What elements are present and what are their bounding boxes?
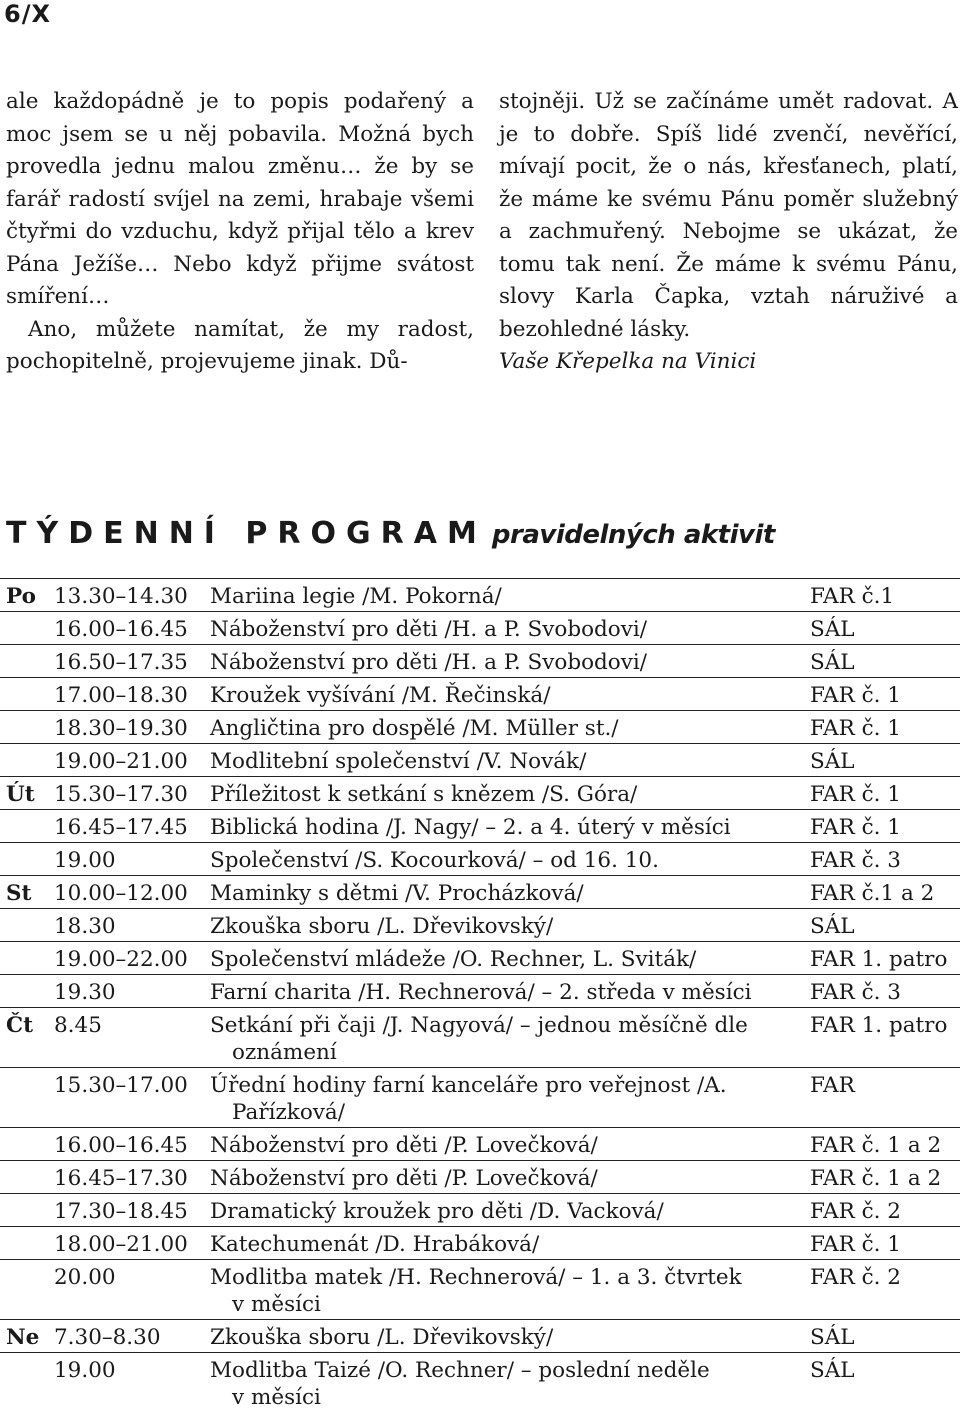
schedule-day: Čt <box>6 1013 34 1038</box>
schedule-activity <box>210 979 795 1006</box>
schedule-time: 16.45–17.30 <box>54 1166 188 1191</box>
program-heading-sub: pravidelných aktivit <box>491 520 775 550</box>
schedule-activity-continuation: v měsíci <box>232 1385 321 1410</box>
schedule-activity <box>210 649 795 676</box>
schedule-activity-text: Modlitba Taizé /O. Rechner/ – poslední neděle <box>210 1358 710 1383</box>
schedule-place: FAR č. 1 a 2 <box>810 1133 942 1158</box>
schedule-row <box>0 776 960 809</box>
schedule-activity-text: Biblická hodina /J. Nagy/ – 2. a 4. úterý v měsíci <box>210 815 731 840</box>
schedule-row <box>0 1319 960 1352</box>
schedule-activity <box>210 1132 795 1159</box>
schedule-row <box>0 611 960 644</box>
schedule-activity <box>210 946 795 973</box>
schedule-activity <box>210 1198 795 1225</box>
schedule-activity-text: Náboženství pro děti /P. Lovečková/ <box>210 1133 598 1158</box>
article-column-left <box>6 86 474 379</box>
schedule-row <box>0 743 960 776</box>
schedule-row <box>0 1007 960 1067</box>
schedule-activity-text: Náboženství pro děti /H. a P. Svobodovi/ <box>210 617 648 642</box>
schedule-place: FAR č. 2 <box>810 1199 901 1224</box>
article-signature: Vaše Křepelka na Vinici <box>499 349 757 374</box>
schedule-time: 19.30 <box>54 980 116 1005</box>
schedule-time: 18.30–19.30 <box>54 716 188 741</box>
schedule-row <box>0 908 960 941</box>
schedule-activity <box>210 1165 795 1192</box>
schedule-row <box>0 1259 960 1319</box>
schedule-time: 19.00 <box>54 848 116 873</box>
schedule-row <box>0 1160 960 1193</box>
schedule-place: FAR č. 1 <box>810 815 901 840</box>
schedule-time: 18.00–21.00 <box>54 1232 188 1257</box>
schedule-activity <box>210 913 795 940</box>
schedule-activity-text: Angličtina pro dospělé /M. Müller st./ <box>210 716 619 741</box>
schedule-place: FAR 1. patro <box>810 947 948 972</box>
schedule-activity-text: Kroužek vyšívání /M. Řečinská/ <box>210 683 551 708</box>
schedule-time: 19.00–22.00 <box>54 947 188 972</box>
schedule-place: FAR č. 1 <box>810 683 901 708</box>
schedule-time: 16.00–16.45 <box>54 1133 188 1158</box>
schedule-activity <box>210 781 795 808</box>
article-paragraph: ale každopádně je to popis podařený a moc jsem se u něj pobavila. Možná bych provedla jednu malou změnu… že by se farář radostí svíjel na zemi, hrabaje všemi čtyřmi do vzduchu, když přijal tělo a krev Pána Ježíše… Nebo když přijme svátost smíření… <box>6 89 474 309</box>
schedule-activity-text: Katechumenát /D. Hrabáková/ <box>210 1232 540 1257</box>
page-number: 6/X <box>4 0 51 28</box>
schedule-time: 8.45 <box>54 1013 102 1038</box>
schedule-row <box>0 1127 960 1160</box>
schedule-place: SÁL <box>810 749 855 774</box>
schedule-activity <box>210 1072 795 1126</box>
schedule-time: 16.45–17.45 <box>54 815 188 840</box>
schedule-time: 16.00–16.45 <box>54 617 188 642</box>
article-column-right <box>499 86 958 379</box>
schedule-place: FAR č. 1 <box>810 782 901 807</box>
article-paragraph: Ano, můžete namítat, že my radost, pochopitelně, projevujeme jinak. Dů- <box>6 316 474 374</box>
schedule-activity-text: Maminky s dětmi /V. Procházková/ <box>210 881 584 906</box>
schedule-row <box>0 644 960 677</box>
schedule-place: SÁL <box>810 1358 855 1383</box>
schedule-activity <box>210 1324 795 1351</box>
schedule-activity-text: Společenství /S. Kocourková/ – od 16. 10. <box>210 848 659 873</box>
article-paragraph: stojněji. Už se začínáme umět radovat. A je to dobře. Spíš lidé zvenčí, nevěřící, mívají pocit, že o nás, křesťanech, platí, že máme ke svému Pánu poměr služebný a zachmuřený. Nebojme se ukázat, že tomu tak není. Že máme k svému Pánu, slovy Karla Čapka, vztah náruživé a bezohledné lásky. <box>499 89 958 342</box>
schedule-activity-continuation: v měsíci <box>232 1292 321 1317</box>
schedule-activity <box>210 1012 795 1066</box>
schedule-activity <box>210 880 795 907</box>
schedule-time: 10.00–12.00 <box>54 881 188 906</box>
schedule-place: FAR č. 3 <box>810 980 901 1005</box>
schedule-activity <box>210 616 795 643</box>
schedule-row <box>0 809 960 842</box>
schedule-time: 7.30–8.30 <box>54 1325 161 1350</box>
schedule-activity <box>210 847 795 874</box>
schedule-time: 13.30–14.30 <box>54 584 188 609</box>
schedule-activity-text: Zkouška sboru /L. Dřevikovský/ <box>210 914 554 939</box>
schedule-row <box>0 677 960 710</box>
schedule-row <box>0 941 960 974</box>
schedule-place: FAR <box>810 1073 855 1098</box>
schedule-time: 15.30–17.30 <box>54 782 188 807</box>
program-heading-main: TÝDENNÍ PROGRAM <box>6 516 487 551</box>
schedule-activity <box>210 715 795 742</box>
schedule-row <box>0 1352 960 1412</box>
schedule-time: 19.00 <box>54 1358 116 1383</box>
schedule-time: 19.00–21.00 <box>54 749 188 774</box>
program-heading <box>6 516 956 551</box>
schedule-place: FAR č.1 <box>810 584 895 609</box>
schedule-activity <box>210 682 795 709</box>
schedule-row <box>0 578 960 611</box>
schedule-time: 16.50–17.35 <box>54 650 188 675</box>
schedule-row <box>0 1193 960 1226</box>
schedule-activity-continuation: Pařízková/ <box>232 1100 345 1125</box>
schedule-place: SÁL <box>810 914 855 939</box>
schedule-activity-text: Farní charita /H. Rechnerová/ – 2. středa v měsíci <box>210 980 752 1005</box>
schedule-activity-text: Modlitba matek /H. Rechnerová/ – 1. a 3. čtvrtek <box>210 1265 742 1290</box>
schedule-place: FAR č. 1 <box>810 1232 901 1257</box>
schedule-place: FAR č. 2 <box>810 1265 901 1290</box>
schedule-place: FAR č. 1 a 2 <box>810 1166 942 1191</box>
schedule-place: FAR 1. patro <box>810 1013 948 1038</box>
schedule-place: SÁL <box>810 650 855 675</box>
schedule-activity <box>210 1357 795 1411</box>
schedule-row <box>0 875 960 908</box>
schedule-day: Út <box>6 782 35 807</box>
schedule-row <box>0 1067 960 1127</box>
schedule-activity-text: Společenství mládeže /O. Rechner, L. Sviták/ <box>210 947 697 972</box>
schedule-place: FAR č.1 a 2 <box>810 881 935 906</box>
schedule-place: FAR č. 1 <box>810 716 901 741</box>
schedule-day: St <box>6 881 32 906</box>
schedule-activity <box>210 1231 795 1258</box>
schedule-time: 17.00–18.30 <box>54 683 188 708</box>
schedule-day: Po <box>6 584 36 609</box>
schedule-activity-text: Mariina legie /M. Pokorná/ <box>210 584 502 609</box>
schedule-activity-continuation: oznámení <box>232 1040 337 1065</box>
schedule-place: SÁL <box>810 617 855 642</box>
schedule-time: 20.00 <box>54 1265 116 1290</box>
schedule-activity <box>210 814 795 841</box>
schedule-time: 15.30–17.00 <box>54 1073 188 1098</box>
schedule-activity-text: Dramatický kroužek pro děti /D. Vacková/ <box>210 1199 664 1224</box>
schedule-time: 17.30–18.45 <box>54 1199 188 1224</box>
schedule-activity-text: Náboženství pro děti /H. a P. Svobodovi/ <box>210 650 648 675</box>
schedule-time: 18.30 <box>54 914 116 939</box>
schedule-place: SÁL <box>810 1325 855 1350</box>
schedule-activity <box>210 748 795 775</box>
schedule-row <box>0 842 960 875</box>
schedule-activity <box>210 1264 795 1318</box>
schedule-day: Ne <box>6 1325 40 1350</box>
schedule-activity <box>210 583 795 610</box>
schedule-activity-text: Náboženství pro děti /P. Lovečková/ <box>210 1166 598 1191</box>
schedule-row <box>0 974 960 1007</box>
schedule-activity-text: Úřední hodiny farní kanceláře pro veřejnost /A. <box>210 1073 727 1098</box>
schedule-activity-text: Zkouška sboru /L. Dřevikovský/ <box>210 1325 554 1350</box>
schedule-activity-text: Modlitební společenství /V. Novák/ <box>210 749 587 774</box>
schedule-row <box>0 710 960 743</box>
weekly-schedule <box>0 578 960 1412</box>
schedule-place: FAR č. 3 <box>810 848 901 873</box>
schedule-activity-text: Příležitost k setkání s knězem /S. Góra/ <box>210 782 638 807</box>
schedule-row <box>0 1226 960 1259</box>
schedule-activity-text: Setkání při čaji /J. Nagyová/ – jednou měsíčně dle <box>210 1013 748 1038</box>
